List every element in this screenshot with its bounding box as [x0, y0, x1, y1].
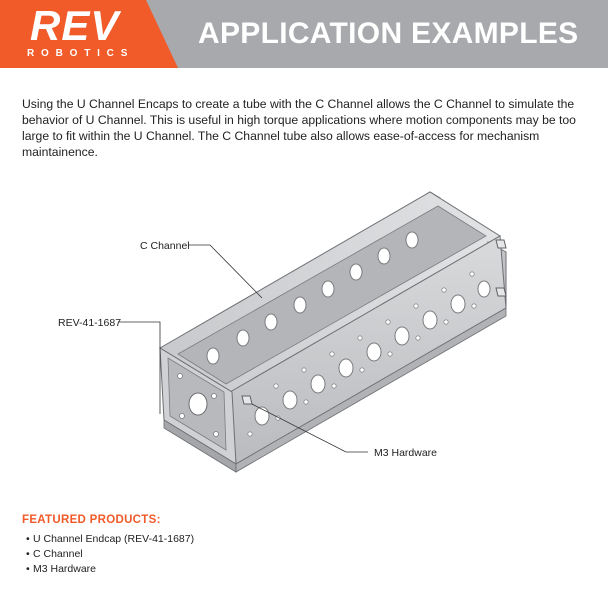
bullet-icon: • [26, 548, 30, 560]
logo-wordmark: REV [30, 2, 120, 49]
bullet-icon: • [26, 563, 30, 575]
logo-subtext: ROBOTICS [27, 48, 135, 59]
intro-paragraph: Using the U Channel Encaps to create a tube with the C Channel allows the C Channel to simulate the behavior of U Channel. This is useful in high torque applications where motion components may be too large to fit within the U Channel. The C Channel tube also allows ease-of-access for mechanism maintainence. [22, 97, 576, 159]
featured-product-item [26, 547, 194, 562]
featured-product-item [26, 532, 194, 547]
c-channel-label: C Channel [140, 240, 190, 252]
rev-robotics-logo [0, 0, 178, 68]
page-title: APPLICATION EXAMPLES [198, 17, 579, 50]
channel-tube-illustration [0, 178, 608, 498]
header-bar [0, 0, 608, 68]
c-channel-leader-line [188, 245, 262, 298]
featured-products-list [26, 532, 194, 577]
endcap-leader-line [118, 322, 160, 414]
featured-products-title: FEATURED PRODUCTS: [22, 514, 161, 526]
featured-product-label: M3 Hardware [33, 563, 97, 575]
m3-hardware-label: M3 Hardware [374, 447, 438, 459]
featured-product-label: C Channel [33, 548, 83, 560]
featured-product-label: U Channel Endcap (REV-41-1687) [33, 533, 195, 545]
featured-product-item [26, 562, 194, 577]
endcap-part-number-label: REV-41-1687 [58, 317, 122, 329]
channel-assembly-drawing [0, 178, 608, 498]
bullet-icon: • [26, 533, 30, 545]
